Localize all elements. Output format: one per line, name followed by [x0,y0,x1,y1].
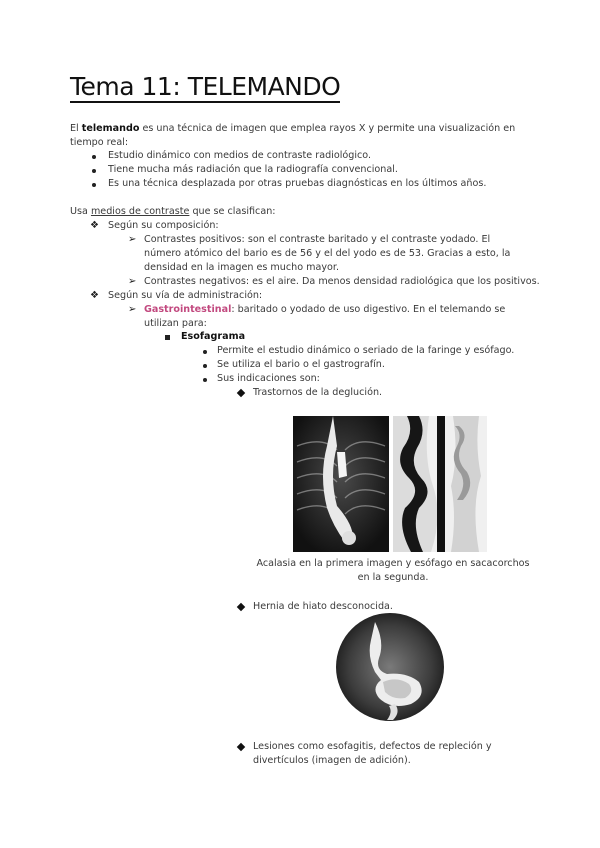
bullet-icon [92,183,96,187]
intro-post: es una técnica de imagen que emplea rayos X y permite una visualización en tiempo real: [70,123,516,148]
figure1-caption: Acalasia en la primera imagen y esófago en sacacorchos en la segunda. [256,558,530,583]
arrowhead-right-icon: ➢ [128,234,137,245]
composition-label: Según su composición: [108,220,219,231]
esofagrama-item: Permite el estudio dinámico o seriado de la faringe y esófago. [217,345,515,356]
esofagrama-label: Esofagrama [181,331,246,342]
diamond-bullet-icon [237,389,245,397]
page-title: Tema 11: TELEMANDO [70,72,341,101]
esofagrama-item: Sus indicaciones son: [217,373,320,384]
diamond-bullet-icon [237,743,245,751]
gi-text: : baritado o yodado de uso digestivo. En el telemando se utilizan para: [144,304,506,329]
composition-item: Contrastes positivos: son el contraste baritado y el contraste yodado. El número atómico del bario es de 56 y el del yodo es de 53. Gracias a esto, la densidad en la imagen es mucho mayor. [144,234,511,273]
contrast-post: que se clasifican: [189,206,276,217]
xray-corkscrew-image [393,416,487,552]
diamond-four-icon: ❖ [90,290,99,301]
intro-term: telemando [81,123,140,134]
arrowhead-right-icon: ➢ [128,304,137,315]
indication-item: Trastornos de la deglución. [253,387,383,398]
xray-hiatal-hernia-image [335,612,445,722]
bullet-icon [92,169,96,173]
composition-item: Contrastes negativos: es el aire. Da menos densidad radiológica que los positivos. [144,276,540,287]
contrast-term: medios de contraste [90,206,190,217]
diamond-four-icon: ❖ [90,220,99,231]
contrast-paragraph [70,205,276,219]
intro-bullet: Es una técnica desplazada por otras pruebas diagnósticas en los últimos años. [108,178,487,189]
gi-term: Gastrointestinal [144,304,232,315]
indication-item: Hernia de hiato desconocida. [253,601,393,612]
route-label: Según su vía de administración: [108,290,263,301]
esofagrama-item: Se utiliza el bario o el gastrografín. [217,359,385,370]
contrast-pre: Usa [70,206,91,217]
route-gi [144,303,524,331]
bullet-icon [203,364,207,368]
arrowhead-right-icon: ➢ [128,276,137,287]
intro-bullet: Estudio dinámico con medios de contraste radiológico. [108,150,372,161]
intro-paragraph [70,122,530,150]
bullet-icon [203,378,207,382]
bullet-icon [92,155,96,159]
indication-item: Lesiones como esofagitis, defectos de repleción y divertículos (imagen de adición). [253,741,492,766]
square-bullet-icon [165,335,170,340]
bullet-icon [203,350,207,354]
diamond-bullet-icon [237,603,245,611]
xray-achalasia-image [293,416,389,552]
intro-pre: El [70,123,82,134]
intro-bullet: Tiene mucha más radiación que la radiografía convencional. [108,164,398,175]
